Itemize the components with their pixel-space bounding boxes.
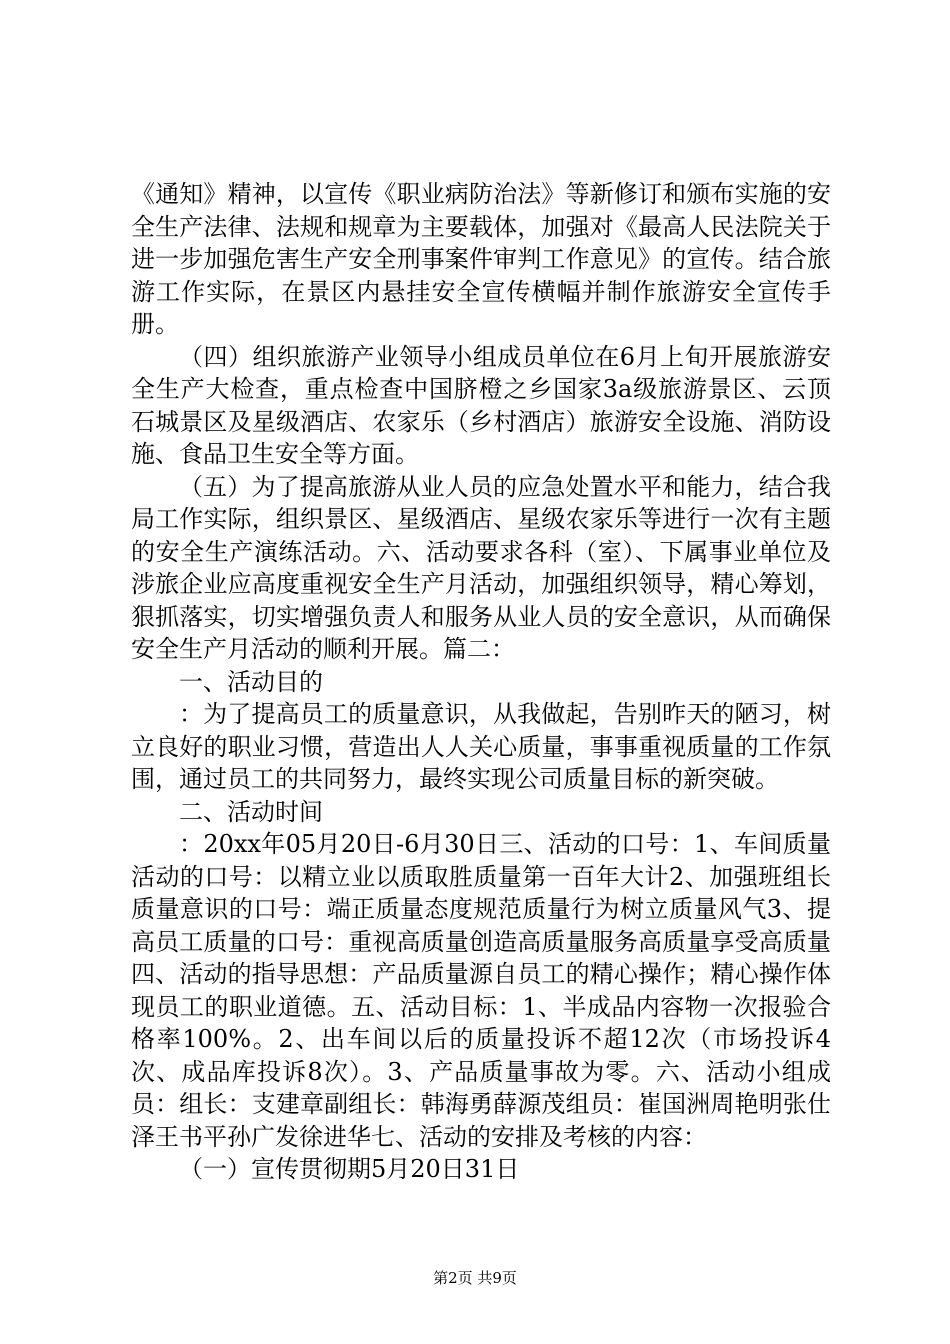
paragraph-2: （四）组织旅游产业领导小组成员单位在6月上旬开展旅游安全生产大检查，重点检查中国脐橙之乡国家3a级旅游景区、云顶石城景区及星级酒店、农家乐（乡村酒店）旅游安全设施、消防设施、食品卫生安全等方面。 [131,342,831,468]
paragraph-purpose: ：为了提高员工的质量意识，从我做起，告别昨天的陋习，树立良好的职业习惯，营造出人人关心质量，事事重视质量的工作氛围，通过员工的共同努力，最终实现公司质量目标的新突破。 [131,700,831,793]
paragraph-1: 《通知》精神，以宣传《职业病防治法》等新修订和颁布实施的安全生产法律、法规和规章为主要载体，加强对《最高人民法院关于进一步加强危害生产安全刑事案件审判工作意见》的宣传。结合旅游工作实际，在景区内悬挂安全宣传横幅并制作旅游安全宣传手册。 [131,180,831,338]
paragraph-3: （五）为了提高旅游从业人员的应急处置水平和能力，结合我局工作实际，组织景区、星级酒店、星级农家乐等进行一次有主题的安全生产演练活动。六、活动要求各科（室）、下属事业单位及涉旅企业应高度重视安全生产月活动，加强组织领导，精心筹划，狠抓落实，切实增强负责人和服务从业人员的安全意识，从而确保安全生产月活动的顺利开展。篇二： [131,472,831,663]
heading-activity-time: 二、活动时间 [179,797,323,826]
heading-activity-purpose: 一、活动目的 [179,667,323,696]
paragraph-time: ：20xx年05月20日-6月30日三、活动的口号：1、车间质量活动的口号：以精立业以质取胜质量第一百年大计2、加强班组长质量意识的口号：端正质量态度规范质量行为树立质量风气3、提高员工质量的口号：重视高质量创造高质量服务高质量享受高质量四、活动的指导思想：产品质量源自员工的精心操作；精心操作体现员工的职业道德。五、活动目标：1、半成品内容物一次报验合格率100%。2、出车间以后的质量投诉不超12次（市场投诉4次、成品库投诉8次）。3、产品质量事故为零。六、活动小组成员：组长：支建章副组长：韩海勇薛源茂组员：崔国洲周艳明张仕泽王书平孙广发徐进华七、活动的安排及考核的内容： [131,830,831,1151]
document-body [131,178,831,1186]
page-number-footer: 第2页 共9页 [433,1269,517,1287]
paragraph-promotion-period: （一）宣传贯彻期5月20日31日 [179,1155,520,1183]
